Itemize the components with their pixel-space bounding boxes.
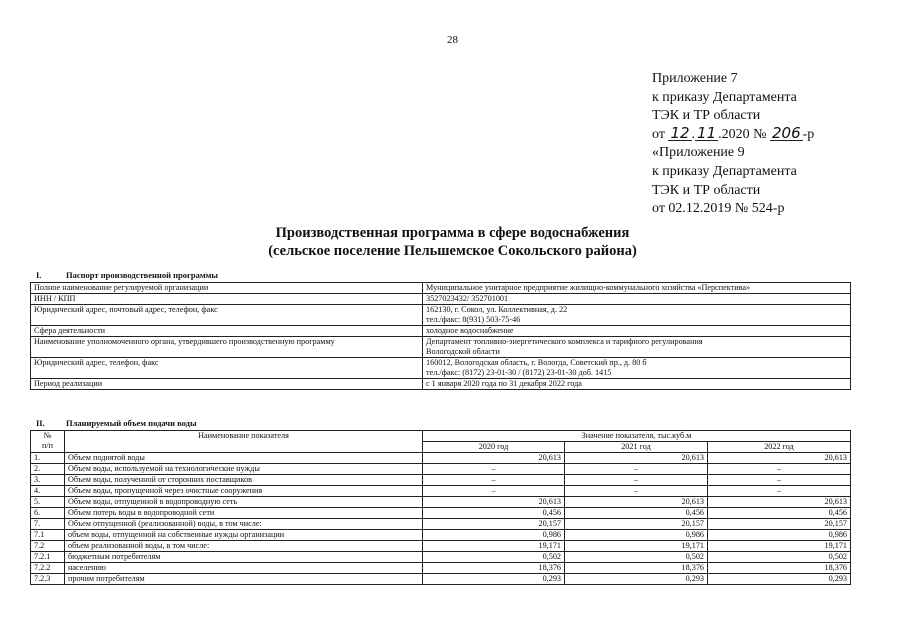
date-year: .2020 № xyxy=(718,126,767,142)
passport-value-line1: Муниципальное унитарное предприятие жилищно-коммунального хозяйства «Перспектива» xyxy=(426,283,751,292)
page-number: 28 xyxy=(447,34,458,46)
row-number: 5. xyxy=(31,497,65,508)
row-value-2020: 0,986 xyxy=(423,530,565,541)
row-indicator-name: прочим потребителям xyxy=(65,574,423,585)
passport-label: Юридический адрес, телефон, факс xyxy=(31,358,423,379)
appendix-line-6: к приказу Департамента xyxy=(652,163,797,179)
volume-row xyxy=(31,530,851,541)
row-value-2020: 0,502 xyxy=(423,552,565,563)
passport-value-line1: с 1 января 2020 года по 31 декабря 2022 года xyxy=(426,379,582,388)
section-1-number: I. xyxy=(36,270,42,280)
row-value-2021: 19,171 xyxy=(565,541,708,552)
row-value-2020: 20,613 xyxy=(423,497,565,508)
document-title xyxy=(0,224,905,260)
appendix-block xyxy=(652,70,892,219)
row-indicator-name: Объем поднятой воды xyxy=(65,453,423,464)
row-indicator-name: объем реализованной воды, в том числе: xyxy=(65,541,423,552)
volume-row xyxy=(31,563,851,574)
appendix-line-5: «Приложение 9 xyxy=(652,145,745,161)
volume-row xyxy=(31,486,851,497)
passport-row xyxy=(31,326,851,337)
passport-row xyxy=(31,305,851,326)
row-value-2020: 0,456 xyxy=(423,508,565,519)
section-1-heading xyxy=(36,270,218,280)
passport-value-line1: Департамент топливно-энергетического комплекса и тарифного регулирования xyxy=(426,337,703,346)
passport-row xyxy=(31,379,851,390)
passport-row xyxy=(31,294,851,305)
passport-value xyxy=(423,283,851,294)
volume-row xyxy=(31,519,851,530)
row-value-2022: 19,171 xyxy=(708,541,851,552)
passport-table xyxy=(30,282,851,390)
row-indicator-name: населению xyxy=(65,563,423,574)
row-value-2022: 0,293 xyxy=(708,574,851,585)
row-value-2020: 18,376 xyxy=(423,563,565,574)
col-header-year-2021: 2021 год xyxy=(565,442,708,453)
row-number: 7.2.3 xyxy=(31,574,65,585)
row-value-2021: – xyxy=(565,464,708,475)
row-value-2022: 0,502 xyxy=(708,552,851,563)
row-value-2021: 0,986 xyxy=(565,530,708,541)
col-header-number-line1: № xyxy=(43,431,52,440)
passport-row xyxy=(31,283,851,294)
col-header-number-line2: п/п xyxy=(41,441,54,450)
appendix-line-8: от 02.12.2019 № 524-р xyxy=(652,201,785,217)
section-1-title: Паспорт производственной программы xyxy=(66,270,219,280)
passport-value-line1: 162130, г. Сокол, ул. Коллективная, д. 22 xyxy=(426,305,568,314)
row-value-2020: – xyxy=(423,464,565,475)
row-indicator-name: Объем воды, пропущенной через очистные сооружения xyxy=(65,486,423,497)
volume-row xyxy=(31,574,851,585)
passport-value xyxy=(423,337,851,358)
appendix-date-line: от 12 . 11 .2020 № 206 -р xyxy=(652,123,815,142)
row-indicator-name: бюджетным потребителям xyxy=(65,552,423,563)
volume-row xyxy=(31,497,851,508)
row-indicator-name: объем воды, отпущенной на собственные нужды организации xyxy=(65,530,423,541)
passport-value-line2: тел./факс: (8172) 23-01-30 / (8172) 23-01-30 доб. 1415 xyxy=(426,368,612,377)
row-number: 7.1 xyxy=(31,530,65,541)
row-value-2022: 0,456 xyxy=(708,508,851,519)
row-number: 3. xyxy=(31,475,65,486)
order-suffix: -р xyxy=(802,126,815,142)
row-value-2020: 20,157 xyxy=(423,519,565,530)
passport-row xyxy=(31,358,851,379)
section-2-title: Планируемый объем подачи воды xyxy=(66,418,197,428)
row-value-2020: – xyxy=(423,486,565,497)
passport-value xyxy=(423,358,851,379)
row-value-2021: – xyxy=(565,486,708,497)
col-header-value: Значение показателя, тыс.куб.м xyxy=(423,431,851,442)
row-value-2020: 0,293 xyxy=(423,574,565,585)
volume-row xyxy=(31,508,851,519)
row-value-2022: 20,157 xyxy=(708,519,851,530)
appendix-line-2: к приказу Департамента xyxy=(652,89,797,105)
row-value-2021: 20,157 xyxy=(565,519,708,530)
row-value-2021: 20,613 xyxy=(565,453,708,464)
row-value-2020: – xyxy=(423,475,565,486)
col-header-year-2022: 2022 год xyxy=(708,442,851,453)
row-value-2022: – xyxy=(708,475,851,486)
row-indicator-name: Объем воды, отпущенной в водопроводную сеть xyxy=(65,497,423,508)
row-value-2022: 20,613 xyxy=(708,453,851,464)
title-line-1: Производственная программа в сфере водоснабжения xyxy=(275,225,630,241)
row-value-2021: 0,502 xyxy=(565,552,708,563)
row-value-2021: 0,456 xyxy=(565,508,708,519)
row-number: 1. xyxy=(31,453,65,464)
volume-row xyxy=(31,464,851,475)
row-indicator-name: Объем воды, полученной от сторонних поставщиков xyxy=(65,475,423,486)
row-value-2020: 20,613 xyxy=(423,453,565,464)
col-header-number xyxy=(31,431,65,453)
row-number: 2. xyxy=(31,464,65,475)
appendix-line-3: ТЭК и ТР области xyxy=(652,108,761,124)
passport-label: Наименование уполномоченного органа, утвердившего производственную программу xyxy=(31,337,423,358)
row-number: 7.2.1 xyxy=(31,552,65,563)
passport-label: Юридический адрес, почтовый адрес, телефон, факс xyxy=(31,305,423,326)
row-number: 7. xyxy=(31,519,65,530)
passport-label: Сфера деятельности xyxy=(31,326,423,337)
row-number: 7.2.2 xyxy=(31,563,65,574)
passport-value-line1: 160012, Вологодская область, г. Вологда, Советский пр., д. 80 б xyxy=(426,358,647,367)
appendix-line-7: ТЭК и ТР области xyxy=(652,182,761,198)
row-value-2021: 0,293 xyxy=(565,574,708,585)
passport-value xyxy=(423,305,851,326)
row-value-2022: 18,376 xyxy=(708,563,851,574)
handwritten-month: 11 xyxy=(697,123,717,142)
col-header-year-2020: 2020 год xyxy=(423,442,565,453)
row-number: 4. xyxy=(31,486,65,497)
appendix-line-1: Приложение 7 xyxy=(652,71,738,86)
row-value-2022: 0,986 xyxy=(708,530,851,541)
passport-value-line1: холодное водоснабжение xyxy=(426,326,514,335)
volume-row xyxy=(31,552,851,563)
passport-value xyxy=(423,379,851,390)
row-value-2021: – xyxy=(565,475,708,486)
row-number: 6. xyxy=(31,508,65,519)
row-number: 7.2 xyxy=(31,541,65,552)
passport-label: Период реализации xyxy=(31,379,423,390)
volume-row xyxy=(31,541,851,552)
row-value-2022: – xyxy=(708,464,851,475)
passport-label: Полное наименование регулируемой организации xyxy=(31,283,423,294)
passport-value xyxy=(423,294,851,305)
passport-row xyxy=(31,337,851,358)
section-2-number: II. xyxy=(36,418,45,428)
passport-value xyxy=(423,326,851,337)
passport-value-line2: Вологодской области xyxy=(426,347,500,356)
row-indicator-name: Объем потерь воды в водопроводной сети xyxy=(65,508,423,519)
row-value-2022: 20,613 xyxy=(708,497,851,508)
row-value-2021: 20,613 xyxy=(565,497,708,508)
title-line-2: (сельское поселение Пельшемское Сокольского района) xyxy=(268,243,637,259)
volume-row xyxy=(31,475,851,486)
volume-row xyxy=(31,453,851,464)
row-value-2021: 18,376 xyxy=(565,563,708,574)
water-volume-table xyxy=(30,430,851,585)
passport-label: ИНН / КПП xyxy=(31,294,423,305)
passport-value-line1: 3527023432/ 352701001 xyxy=(426,294,509,303)
col-header-name: Наименование показателя xyxy=(65,431,423,453)
row-indicator-name: Объем воды, используемой на технологические нужды xyxy=(65,464,423,475)
row-value-2022: – xyxy=(708,486,851,497)
date-prefix: от xyxy=(652,126,665,142)
handwritten-day: 12 xyxy=(670,123,690,142)
row-value-2020: 19,171 xyxy=(423,541,565,552)
handwritten-order-number: 206 xyxy=(771,123,801,142)
passport-value-line2: тел./факс: 8(931) 503-75-46 xyxy=(426,315,521,324)
row-indicator-name: Объем отпущенной (реализованной) воды, в том числе: xyxy=(65,519,423,530)
section-2-heading xyxy=(36,418,197,428)
